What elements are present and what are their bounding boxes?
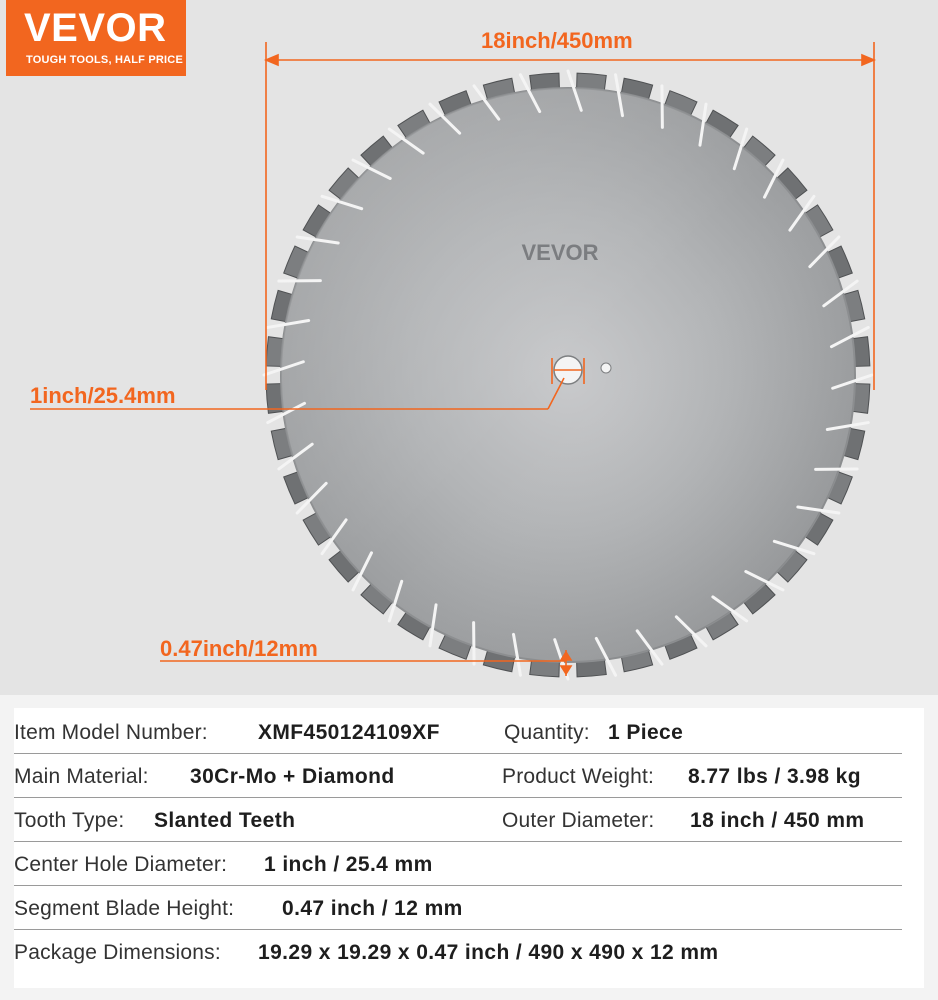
spec-row [14, 754, 902, 798]
spec-label: Center Hole Diameter: [14, 853, 228, 876]
spec-value: 1 Piece [608, 721, 684, 744]
spec-value: 8.77 lbs / 3.98 kg [688, 765, 861, 788]
center-hole-label: 1inch/25.4mm [30, 383, 176, 408]
brand-tagline: TOUGH TOOLS, HALF PRICE [26, 54, 183, 66]
spec-label: Product Weight: [502, 765, 655, 788]
spec-row [14, 798, 902, 842]
brand-logo [6, 0, 186, 76]
spec-value: 0.47 inch / 12 mm [282, 897, 463, 920]
spec-value: XMF450124109XF [258, 721, 440, 744]
spec-value: 19.29 x 19.29 x 0.47 inch / 490 x 490 x 12 mm [258, 941, 719, 964]
spec-label: Quantity: [504, 721, 590, 744]
segment-height-label: 0.47inch/12mm [160, 636, 318, 661]
spec-label: Package Dimensions: [14, 941, 221, 964]
spec-row [14, 886, 902, 930]
spec-value: Slanted Teeth [154, 809, 296, 832]
spec-value: 1 inch / 25.4 mm [264, 853, 433, 876]
spec-label: Tooth Type: [14, 809, 125, 832]
spec-row [14, 930, 902, 973]
spec-label: Main Material: [14, 765, 149, 788]
spec-value: 18 inch / 450 mm [690, 809, 865, 832]
spec-label: Outer Diameter: [502, 809, 655, 832]
outer-diameter-label: 18inch/450mm [481, 28, 633, 53]
blade-logo: VEVOR [521, 240, 599, 265]
brand-name: VEVOR [24, 6, 167, 50]
spec-label: Segment Blade Height: [14, 897, 235, 920]
spec-row [14, 842, 902, 886]
spec-label: Item Model Number: [14, 721, 208, 744]
spec-row [14, 710, 902, 754]
pin-hole [601, 363, 611, 373]
spec-value: 30Cr-Mo + Diamond [190, 765, 395, 788]
